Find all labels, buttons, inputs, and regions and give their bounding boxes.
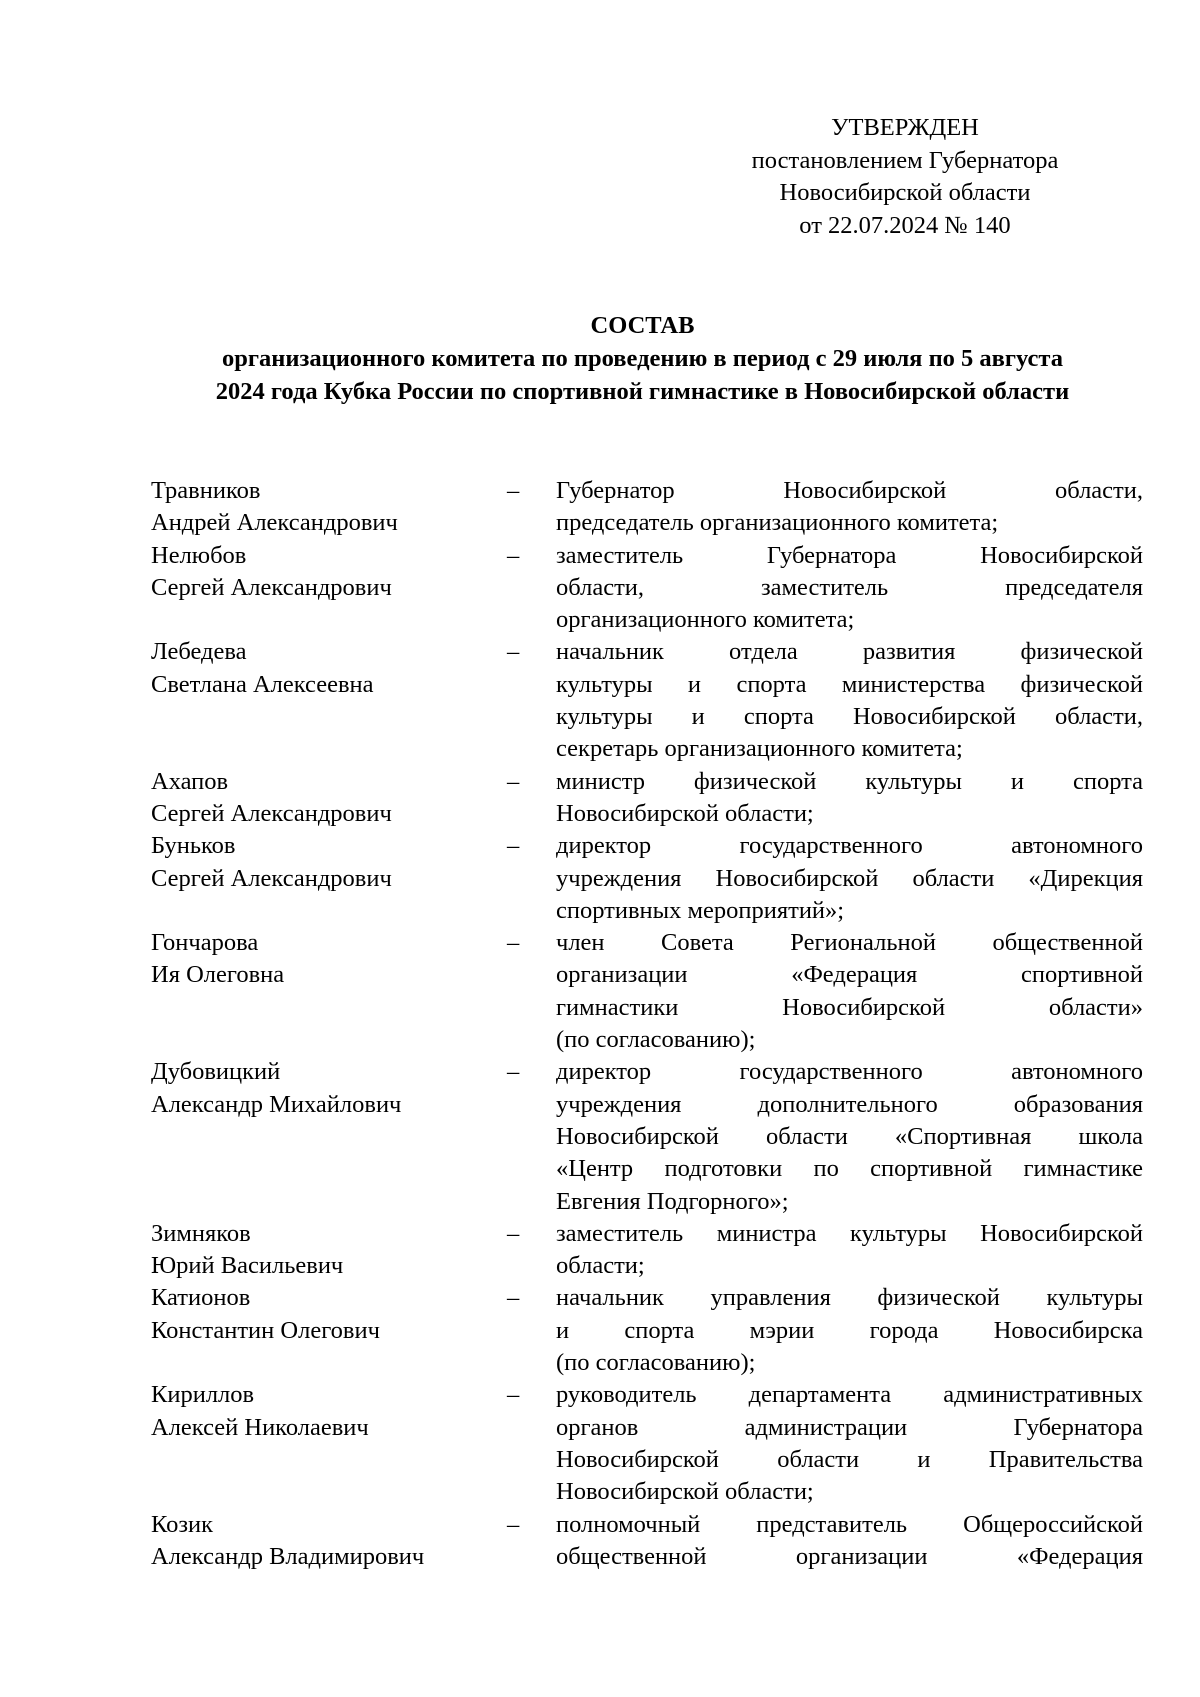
approval-date-number: от 22.07.2024 № 140: [799, 211, 1011, 239]
position-line: Новосибирской области и Правительства: [556, 1445, 1143, 1473]
member-name: [151, 1056, 501, 1217]
document-title: [60, 309, 1200, 408]
member-row: [151, 766, 1143, 831]
member-position: [556, 636, 1143, 765]
member-dash: –: [507, 1284, 520, 1312]
member-dash: –: [507, 477, 520, 504]
member-position: [556, 766, 1143, 831]
member-position: [556, 1056, 1143, 1217]
member-name: [151, 636, 501, 765]
position-line: органов администрации Губернатора: [556, 1413, 1143, 1441]
position-line: области;: [556, 1252, 645, 1280]
position-line: учреждения дополнительного образования: [556, 1090, 1143, 1118]
position-line: председатель организационного комитета;: [556, 509, 999, 537]
member-surname: Гончарова: [151, 929, 259, 957]
member-position: [556, 1218, 1143, 1283]
member-row: [151, 475, 1143, 540]
position-line: директор государственного автономного: [556, 832, 1143, 860]
member-surname: Зимняков: [151, 1219, 251, 1247]
position-line: Евгения Подгорного»;: [556, 1187, 789, 1215]
member-name: [151, 766, 501, 831]
member-dash: –: [507, 832, 520, 860]
member-row: [151, 830, 1143, 927]
member-dash: –: [507, 929, 520, 957]
position-line: Новосибирской области «Спортивная школа: [556, 1122, 1143, 1150]
member-given-names: Константин Олегович: [151, 1316, 380, 1344]
position-line: и спорта мэрии города Новосибирска: [556, 1316, 1143, 1344]
member-surname: Дубовицкий: [151, 1058, 281, 1086]
member-row: [151, 1056, 1143, 1217]
member-dash: –: [507, 1058, 520, 1086]
member-name: [151, 475, 501, 540]
member-dash: –: [507, 541, 520, 569]
member-given-names: Алексей Николаевич: [151, 1413, 369, 1441]
position-line: учреждения Новосибирской области «Дирекция: [556, 864, 1143, 892]
title-heading: СОСТАВ: [590, 312, 695, 339]
position-line: директор государственного автономного: [556, 1058, 1143, 1086]
committee-members-list: [151, 475, 1143, 1573]
position-line: области, заместитель председателя: [556, 573, 1143, 601]
member-row: [151, 1379, 1143, 1508]
member-given-names: Ия Олеговна: [151, 961, 285, 989]
member-surname: Травников: [151, 477, 261, 504]
position-line: секретарь организационного комитета;: [556, 735, 963, 763]
member-position: [556, 475, 1143, 540]
member-row: [151, 540, 1143, 637]
member-position: [556, 1509, 1143, 1574]
member-row: [151, 1509, 1143, 1574]
position-line: начальник управления физической культуры: [556, 1284, 1143, 1312]
position-line: общественной организации «Федерация: [556, 1542, 1143, 1570]
position-line: полномочный представитель Общероссийской: [556, 1510, 1143, 1538]
position-line: «Центр подготовки по спортивной гимнастике: [556, 1155, 1143, 1183]
member-name: [151, 1509, 501, 1574]
position-line: (по согласованию);: [556, 1026, 756, 1054]
member-name: [151, 927, 501, 1056]
member-surname: Козик: [151, 1510, 214, 1538]
member-name: [151, 1218, 501, 1283]
member-position: [556, 1282, 1143, 1379]
member-dash: –: [507, 1219, 520, 1247]
member-dash: –: [507, 1510, 520, 1538]
member-given-names: Сергей Александрович: [151, 799, 392, 827]
member-given-names: Андрей Александрович: [151, 509, 398, 537]
member-surname: Катионов: [151, 1284, 251, 1312]
member-position: [556, 540, 1143, 637]
position-line: министр физической культуры и спорта: [556, 767, 1143, 795]
position-line: заместитель Губернатора Новосибирской: [556, 541, 1143, 569]
member-dash: –: [507, 1381, 520, 1409]
position-line: спортивных мероприятий»;: [556, 896, 845, 924]
member-surname: Лебедева: [151, 638, 247, 666]
member-position: [556, 830, 1143, 927]
member-surname: Нелюбов: [151, 541, 247, 569]
position-line: Губернатор Новосибирской области,: [556, 477, 1143, 504]
member-name: [151, 540, 501, 637]
member-dash: –: [507, 638, 520, 666]
member-row: [151, 1218, 1143, 1283]
approval-resolution: постановлением Губернатора: [751, 146, 1059, 174]
member-given-names: Сергей Александрович: [151, 864, 392, 892]
position-line: Новосибирской области;: [556, 1478, 814, 1506]
position-line: гимнастики Новосибирской области»: [556, 993, 1143, 1021]
position-line: культуры и спорта Новосибирской области,: [556, 703, 1143, 731]
position-line: член Совета Региональной общественной: [556, 929, 1143, 957]
position-line: заместитель министра культуры Новосибирской: [556, 1219, 1143, 1247]
member-surname: Кириллов: [151, 1381, 255, 1409]
member-position: [556, 1379, 1143, 1508]
member-dash: –: [507, 767, 520, 795]
position-line: руководитель департамента административных: [556, 1381, 1143, 1409]
position-line: начальник отдела развития физической: [556, 638, 1143, 666]
member-name: [151, 830, 501, 927]
position-line: организационного комитета;: [556, 606, 855, 634]
member-given-names: Александр Михайлович: [151, 1090, 402, 1118]
member-row: [151, 636, 1143, 765]
member-given-names: Сергей Александрович: [151, 573, 392, 601]
title-line-2: 2024 года Кубка России по спортивной гимнастике в Новосибирской области: [215, 378, 1070, 405]
member-given-names: Юрий Васильевич: [151, 1252, 344, 1280]
member-row: [151, 927, 1143, 1056]
member-given-names: Александр Владимирович: [151, 1542, 425, 1570]
position-line: культуры и спорта министерства физической: [556, 670, 1143, 698]
member-name: [151, 1379, 501, 1508]
approval-stamp-block: [710, 112, 1100, 242]
position-line: Новосибирской области;: [556, 799, 814, 827]
member-name: [151, 1282, 501, 1379]
position-line: организации «Федерация спортивной: [556, 961, 1143, 989]
approval-region: Новосибирской области: [779, 179, 1031, 206]
position-line: (по согласованию);: [556, 1349, 756, 1377]
member-given-names: Светлана Алексеевна: [151, 670, 374, 698]
member-surname: Ахапов: [151, 767, 229, 795]
member-position: [556, 927, 1143, 1056]
member-surname: Буньков: [151, 832, 236, 860]
title-line-1: организационного комитета по проведению в период с 29 июля по 5 августа: [222, 345, 1063, 372]
member-row: [151, 1282, 1143, 1379]
approval-heading: УТВЕРЖДЕН: [831, 114, 979, 141]
